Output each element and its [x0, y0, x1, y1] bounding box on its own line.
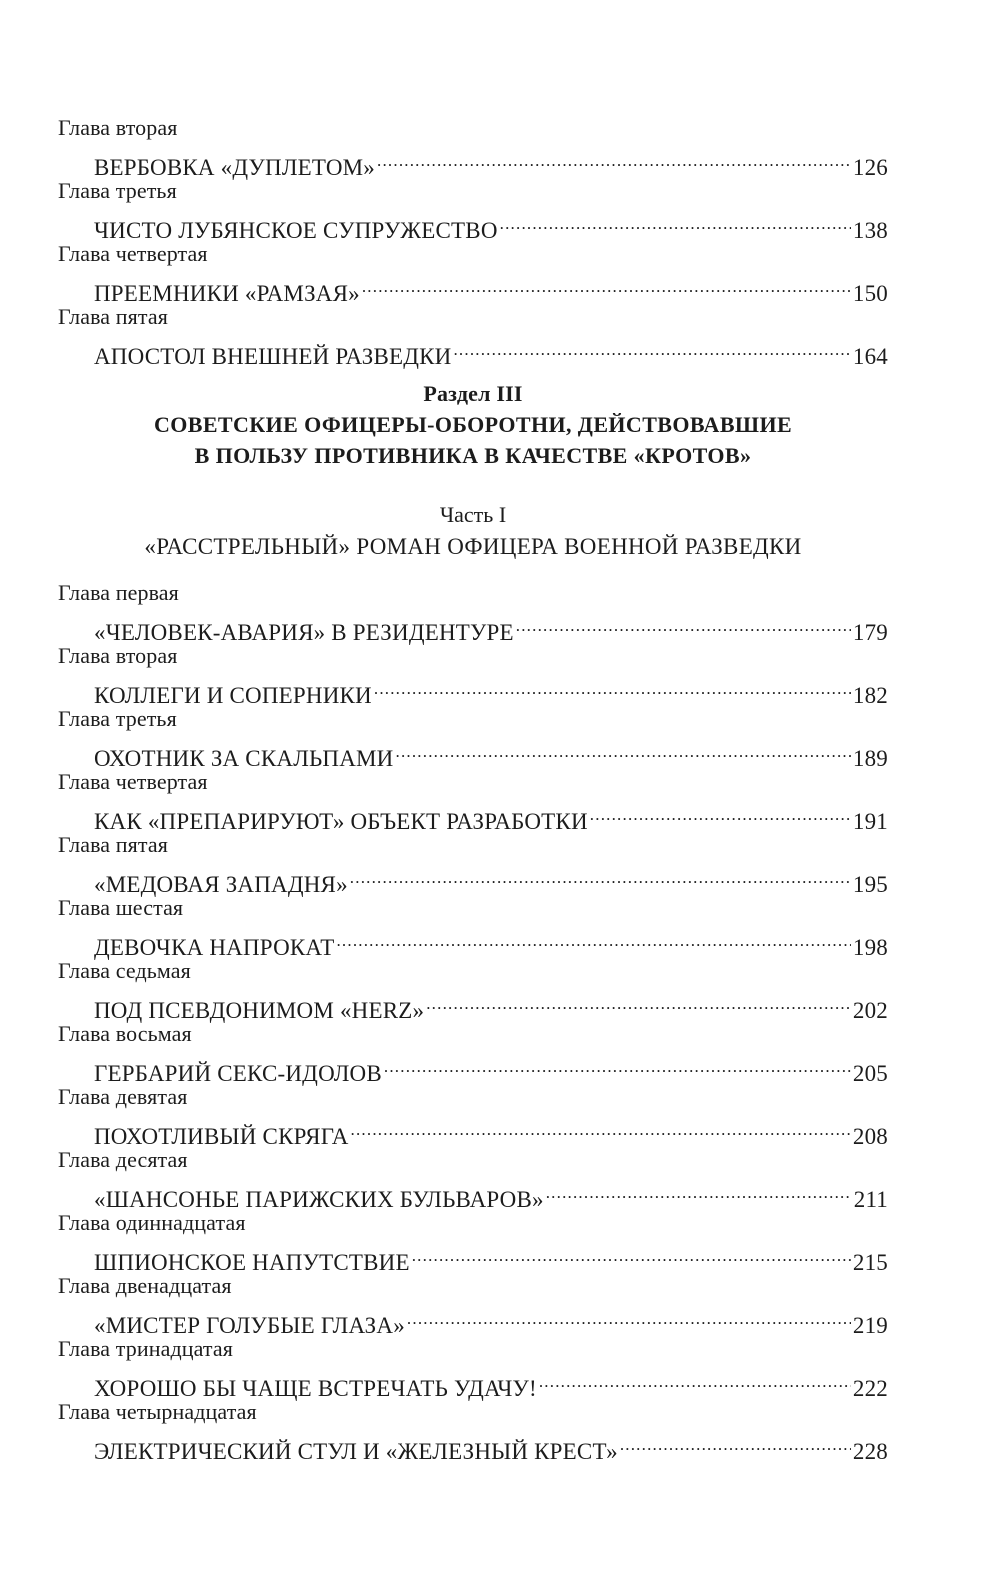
page-number: 198: [852, 935, 888, 960]
section-heading: Раздел III: [423, 381, 523, 406]
entry-row: [58, 333, 888, 369]
chapter-label: Глава одиннадцатая: [58, 1210, 246, 1235]
chapter-label: Глава пятая: [58, 832, 168, 857]
entry-row: [58, 987, 888, 1023]
page-number: 164: [852, 344, 888, 369]
dot-leader: [377, 144, 851, 175]
dot-leader: [407, 1302, 851, 1333]
toc-entry[interactable]: [58, 1144, 888, 1212]
chapter-title: ГЕРБАРИЙ СЕКС-ИДОЛОВ: [94, 1061, 382, 1086]
page-number: 202: [852, 998, 888, 1023]
page-number: 219: [852, 1313, 888, 1338]
dot-leader: [351, 1113, 851, 1144]
chapter-label: Глава третья: [58, 706, 177, 731]
toc-entry[interactable]: [58, 1207, 888, 1275]
entry-row: [58, 1113, 888, 1149]
dot-leader: [350, 861, 851, 892]
dot-leader: [362, 270, 851, 301]
entry-row: [58, 1365, 888, 1401]
dot-leader: [336, 924, 850, 955]
chapter-title: «ШАНСОНЬЕ ПАРИЖСКИХ БУЛЬВАРОВ»: [94, 1187, 544, 1212]
section-title-line-2: В ПОЛЬЗУ ПРОТИВНИКА В КАЧЕСТВЕ «КРОТОВ»: [194, 443, 752, 468]
toc-entry[interactable]: [58, 1270, 888, 1338]
toc-entry[interactable]: [58, 301, 888, 369]
chapter-title: ОХОТНИК ЗА СКАЛЬПАМИ: [94, 746, 394, 771]
toc-entry[interactable]: [58, 238, 888, 306]
part-title: «РАССТРЕЛЬНЫЙ» РОМАН ОФИЦЕРА ВОЕННОЙ РАЗВЕДКИ: [144, 534, 802, 559]
toc-entry[interactable]: [58, 112, 888, 180]
dot-leader: [539, 1365, 851, 1396]
page-number: 211: [853, 1187, 888, 1212]
chapter-title: ВЕРБОВКА «ДУПЛЕТОМ»: [94, 155, 376, 180]
chapter-label: Глава третья: [58, 178, 177, 203]
entry-row: [58, 672, 888, 708]
page-number: 195: [852, 872, 888, 897]
dot-leader: [590, 798, 851, 829]
chapter-label: Глава первая: [58, 580, 179, 605]
page-number: 205: [852, 1061, 888, 1086]
entry-row: [58, 609, 888, 645]
page-number: 182: [852, 683, 888, 708]
entry-row: [58, 1239, 888, 1275]
chapter-label: Глава пятая: [58, 304, 168, 329]
toc-entry[interactable]: [58, 829, 888, 897]
dot-leader: [453, 333, 850, 364]
dot-leader: [374, 672, 851, 703]
chapter-label: Глава девятая: [58, 1084, 188, 1109]
chapter-label: Глава тринадцатая: [58, 1336, 233, 1361]
entry-row: [58, 798, 888, 834]
toc-entry[interactable]: [58, 640, 888, 708]
chapter-label: Глава шестая: [58, 895, 184, 920]
entry-row: [58, 1050, 888, 1086]
part-heading: Часть I: [439, 502, 507, 527]
dot-leader: [412, 1239, 851, 1270]
entry-row: [58, 207, 888, 243]
chapter-title: ДЕВОЧКА НАПРОКАТ: [94, 935, 335, 960]
chapter-title: ЧИСТО ЛУБЯНСКОЕ СУПРУЖЕСТВО: [94, 218, 498, 243]
entry-row: [58, 1428, 888, 1464]
chapter-label: Глава четвертая: [58, 241, 208, 266]
toc-entry[interactable]: [58, 1081, 888, 1149]
page-number: 138: [852, 218, 888, 243]
page-number: 179: [852, 620, 888, 645]
chapter-label: Глава вторая: [58, 115, 178, 140]
dot-leader: [396, 735, 851, 766]
page-number: 150: [852, 281, 888, 306]
entry-row: [58, 270, 888, 306]
chapter-label: Глава четвертая: [58, 769, 208, 794]
chapter-title: ПОХОТЛИВЫЙ СКРЯГА: [94, 1124, 349, 1149]
dot-leader: [516, 609, 851, 640]
dot-leader: [384, 1050, 851, 1081]
toc-entry[interactable]: [58, 1396, 888, 1464]
chapter-title: ПОД ПСЕВДОНИМОМ «HERZ»: [94, 998, 425, 1023]
dot-leader: [546, 1176, 852, 1207]
page-number: 228: [852, 1439, 888, 1464]
page-number: 189: [852, 746, 888, 771]
toc-entry[interactable]: [58, 577, 888, 645]
chapter-label: Глава седьмая: [58, 958, 191, 983]
chapter-title: ШПИОНСКОЕ НАПУТСТВИЕ: [94, 1250, 410, 1275]
toc-entry[interactable]: [58, 703, 888, 771]
entry-row: [58, 735, 888, 771]
chapter-title: «МИСТЕР ГОЛУБЫЕ ГЛАЗА»: [94, 1313, 405, 1338]
page-number: 191: [852, 809, 888, 834]
page-number: 208: [852, 1124, 888, 1149]
dot-leader: [426, 987, 851, 1018]
chapter-label: Глава восьмая: [58, 1021, 192, 1046]
chapter-label: Глава двенадцатая: [58, 1273, 232, 1298]
entry-row: [58, 924, 888, 960]
entry-row: [58, 1176, 888, 1212]
toc-entry[interactable]: [58, 955, 888, 1023]
toc-entry[interactable]: [58, 1333, 888, 1401]
toc-entry[interactable]: [58, 892, 888, 960]
chapter-title: ХОРОШО БЫ ЧАЩЕ ВСТРЕЧАТЬ УДАЧУ!: [94, 1376, 537, 1401]
section-title-line-1: СОВЕТСКИЕ ОФИЦЕРЫ-ОБОРОТНИ, ДЕЙСТВОВАВШИЕ: [153, 412, 793, 437]
chapter-title: ЭЛЕКТРИЧЕСКИЙ СТУЛ И «ЖЕЛЕЗНЫЙ КРЕСТ»: [94, 1439, 618, 1464]
chapter-title: АПОСТОЛ ВНЕШНЕЙ РАЗВЕДКИ: [94, 344, 452, 369]
toc-bottom-list: [58, 577, 888, 1464]
chapter-title: «МЕДОВАЯ ЗАПАДНЯ»: [94, 872, 348, 897]
chapter-label: Глава десятая: [58, 1147, 188, 1172]
dot-leader: [620, 1428, 851, 1459]
entry-row: [58, 1302, 888, 1338]
chapter-title: КОЛЛЕГИ И СОПЕРНИКИ: [94, 683, 372, 708]
toc-entry[interactable]: [58, 175, 888, 243]
table-of-contents-page: [58, 112, 888, 1464]
toc-entry[interactable]: [58, 766, 888, 834]
page-number: 126: [852, 155, 888, 180]
chapter-title: «ЧЕЛОВЕК-АВАРИЯ» В РЕЗИДЕНТУРЕ: [94, 620, 514, 645]
entry-row: [58, 144, 888, 180]
entry-row: [58, 861, 888, 897]
chapter-label: Глава четырнадцатая: [58, 1399, 257, 1424]
dot-leader: [500, 207, 851, 238]
toc-entry[interactable]: [58, 1018, 888, 1086]
chapter-title: ПРЕЕМНИКИ «РАМЗАЯ»: [94, 281, 360, 306]
page-number: 222: [852, 1376, 888, 1401]
chapter-label: Глава вторая: [58, 643, 178, 668]
page-number: 215: [852, 1250, 888, 1275]
toc-top-list: [58, 112, 888, 369]
chapter-title: КАК «ПРЕПАРИРУЮТ» ОБЪЕКТ РАЗРАБОТКИ: [94, 809, 588, 834]
